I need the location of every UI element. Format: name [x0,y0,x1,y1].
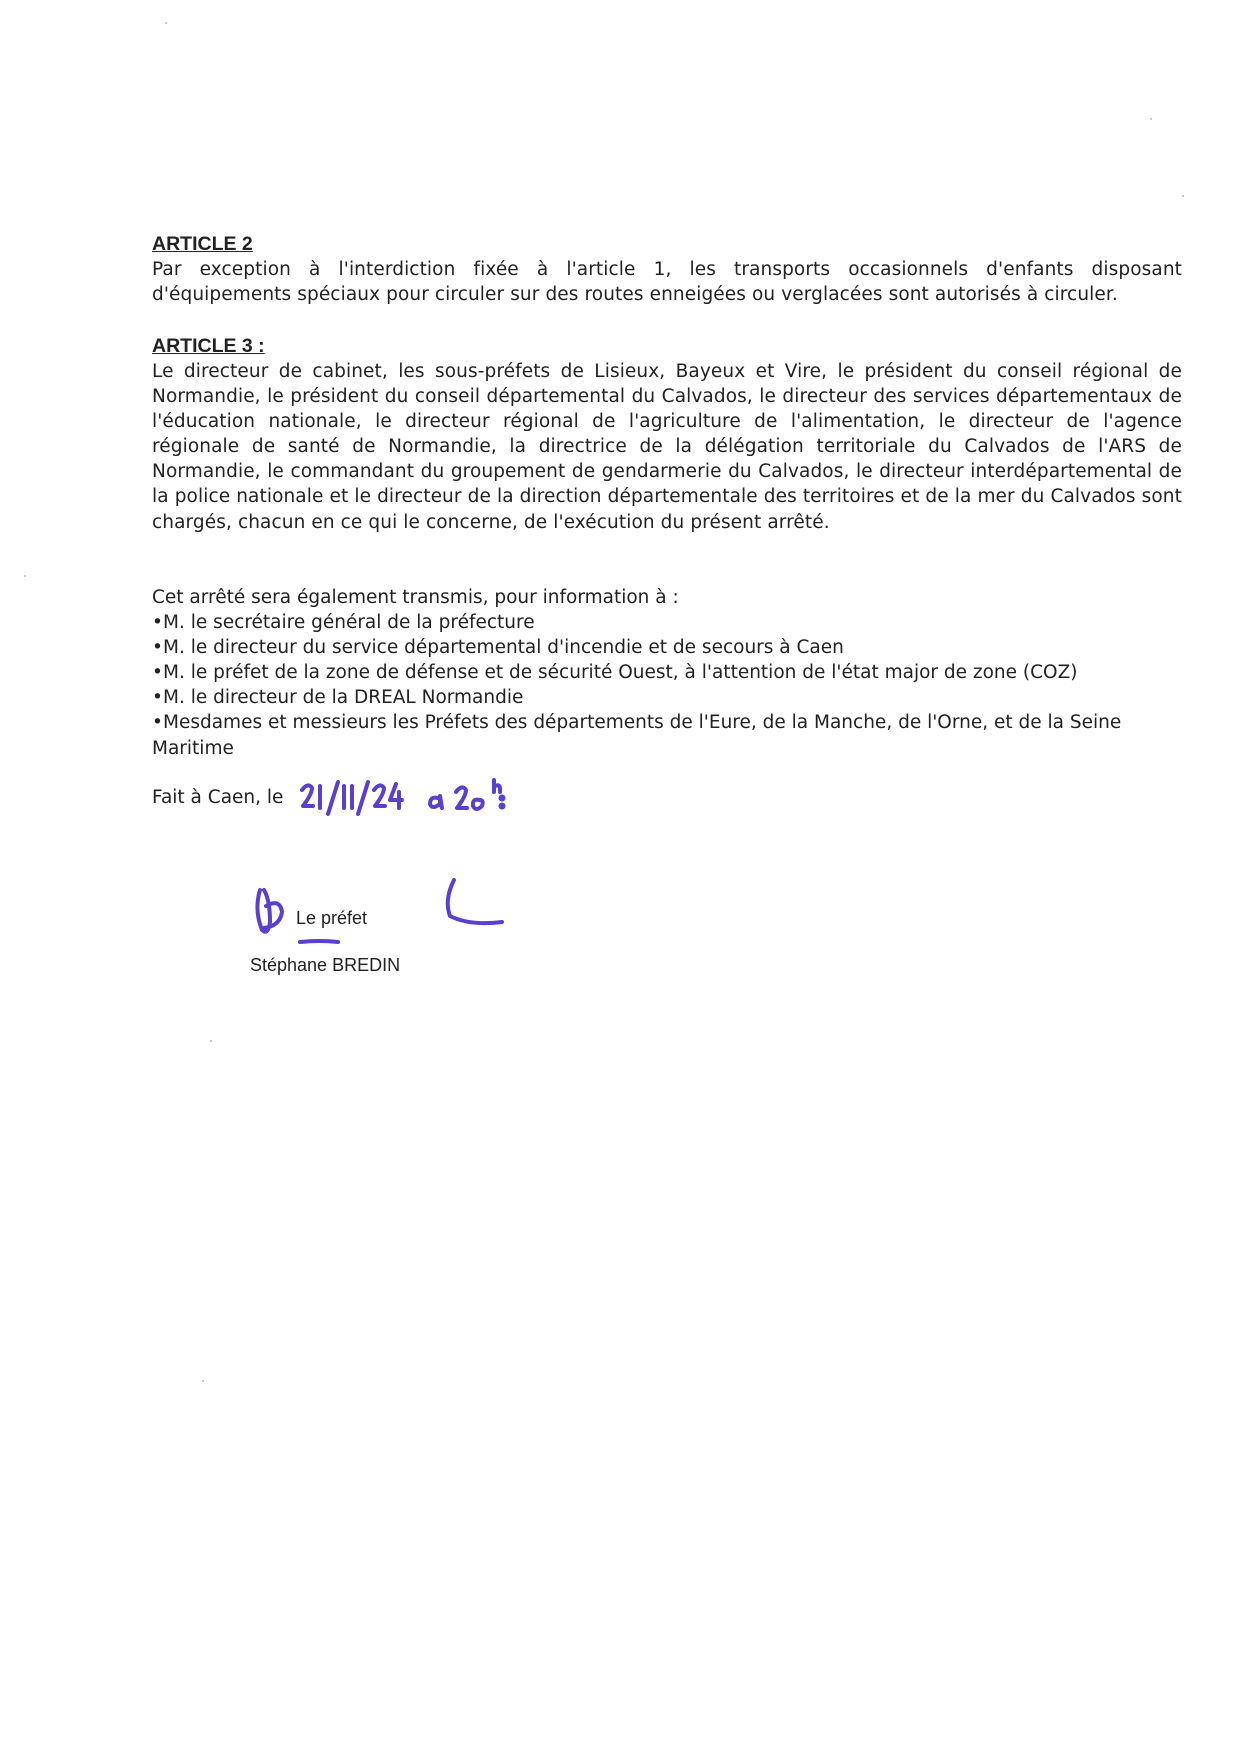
article-3-text: Le directeur de cabinet, les sous-préfets de Lisieux, Bayeux et Vire, le président du conseil régional de Normandie, le président du conseil départemental du Calvados, le directeur des services départementaux de l'éducation nationale, le directeur régional de l'agriculture de l'alimentation, le directeur de l'agence régionale de santé de Normandie, la directrice de la délégation territoriale du Calvados de l'ARS de Normandie, le commandant du groupement de gendarmerie du Calvados, le directeur interdépartemental de la police nationale et le directeur de la direction départementale des territoires et de la mer du Calvados sont chargés, chacun en ce qui le concerne, de l'exécution du présent arrêté. [152,361,1182,533]
article-2-title: ARTICLE 2 [152,233,253,255]
article-3-title: ARTICLE 3 : [152,335,265,357]
article-3-section [152,334,1182,535]
scan-speck [210,1040,212,1042]
scan-speck [1150,118,1152,120]
bullet-marker: • [152,662,163,684]
handwritten-signature [240,870,560,950]
scan-speck [1182,195,1184,197]
recipient-text: Mesdames et messieurs les Préfets des départements de l'Eure, de la Manche, de l'Orne, et de la Seine Maritime [152,712,1122,759]
list-item [152,660,1182,685]
information-section [152,585,1182,761]
bullet-marker: • [152,637,163,659]
bullet-marker: • [152,712,163,734]
recipient-text: M. le préfet de la zone de défense et de sécurité Ouest, à l'attention de l'état major de zone (COZ) [163,662,1078,684]
article-2-section [152,232,1182,307]
list-item [152,635,1182,660]
signatory-name: Stéphane BREDIN [250,955,401,975]
list-item [152,685,1182,710]
list-item [152,710,1182,760]
signatory-role: Le préfet [296,908,368,928]
scan-speck [165,22,167,24]
handwritten-date [300,778,540,828]
recipient-text: M. le secrétaire général de la préfecture [163,612,535,634]
bullet-marker: • [152,612,163,634]
list-item [152,610,1182,635]
information-intro: Cet arrêté sera également transmis, pour information à : [152,587,679,608]
recipients-list [152,610,1182,761]
fait-a-caen-label: Fait à Caen, le [152,787,284,808]
recipient-text: M. le directeur de la DREAL Normandie [163,687,524,709]
scan-speck [202,1380,204,1382]
scan-speck [24,575,26,577]
bullet-marker: • [152,687,163,709]
article-2-text: Par exception à l'interdiction fixée à l'article 1, les transports occasionnels d'enfants disposant d'équipements spéciaux pour circuler sur des routes enneigées ou verglacées sont autorisés à circuler. [152,259,1182,306]
recipient-text: M. le directeur du service départemental d'incendie et de secours à Caen [163,637,844,659]
